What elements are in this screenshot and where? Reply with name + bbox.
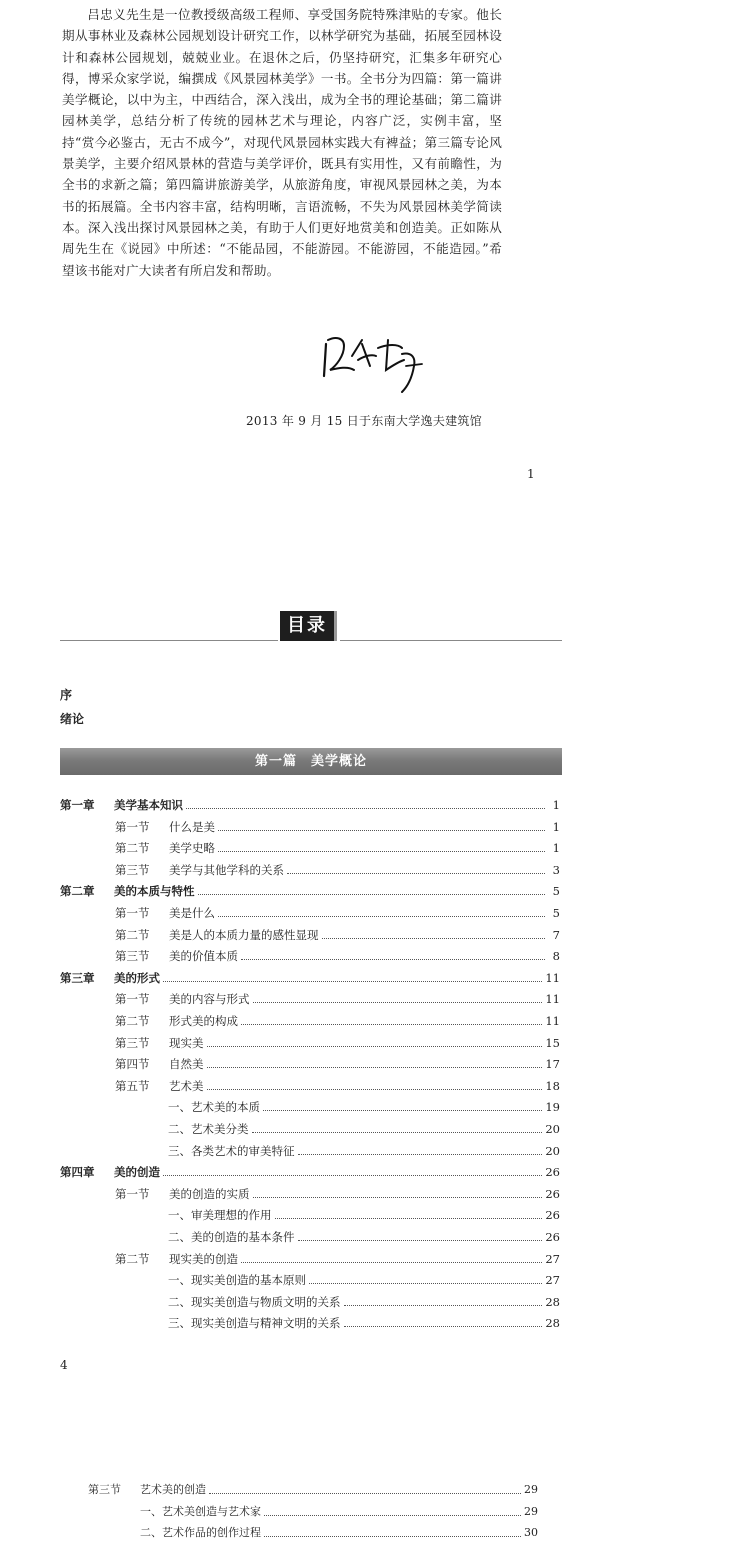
toc-entry-number: 第三章 xyxy=(60,970,95,985)
toc-leader-dots xyxy=(275,1218,543,1219)
toc-entry-section[interactable] xyxy=(115,858,560,878)
toc-entry-number: 第二节 xyxy=(115,927,150,942)
toc-leader-dots xyxy=(263,1110,542,1111)
toc-entry-title: 一、现实美创造的基本原则 xyxy=(168,1273,306,1288)
toc-entry-label xyxy=(60,883,195,899)
toc-entry-label xyxy=(168,1294,341,1310)
toc-entry-subsection[interactable] xyxy=(168,1311,560,1331)
toc-leader-dots xyxy=(322,938,546,939)
toc-leader-dots xyxy=(218,830,545,831)
toc-entry-title: 自然美 xyxy=(169,1057,204,1072)
toc-entry-number: 第二节 xyxy=(115,1251,150,1266)
toc-entry-page: 26 xyxy=(545,1186,560,1201)
toc-entry-page: 30 xyxy=(524,1526,538,1540)
toc-entry-title: 艺术美的创造 xyxy=(140,1483,206,1496)
toc-entry-page: 28 xyxy=(545,1294,560,1309)
front-item-preface[interactable]: 序 xyxy=(60,688,73,702)
toc-leader-dots xyxy=(207,1089,543,1090)
toc-entry-label xyxy=(88,1482,206,1498)
toc-entry-label xyxy=(115,948,238,964)
toc-entry-label xyxy=(60,797,183,813)
toc-entry-page: 15 xyxy=(545,1035,560,1050)
handwritten-signature xyxy=(318,326,428,402)
toc-entry-subsection[interactable] xyxy=(168,1268,560,1288)
toc-entry-chapter[interactable] xyxy=(60,1160,560,1180)
toc-entry-page: 17 xyxy=(545,1057,560,1072)
toc-leader-dots xyxy=(241,959,545,960)
toc-entry-page: 11 xyxy=(545,1014,560,1028)
toc-entry-page: 1 xyxy=(552,841,560,856)
toc-entry-label xyxy=(115,819,215,835)
toc-entry-title: 一、审美理想的作用 xyxy=(168,1208,272,1223)
toc-entry-subsection[interactable] xyxy=(168,1203,560,1223)
toc-entry-section[interactable] xyxy=(115,1009,560,1029)
toc-entry-section[interactable] xyxy=(115,1052,560,1072)
toc-entry-label xyxy=(168,1229,295,1245)
toc-entry-page: 11 xyxy=(545,970,560,985)
toc-entry-subsection[interactable] xyxy=(168,1290,560,1310)
toc-entry-page: 27 xyxy=(545,1251,560,1266)
toc-entry-title: 二、艺术作品的创作过程 xyxy=(140,1526,261,1540)
contents-page xyxy=(0,600,750,1480)
toc-entry-page: 3 xyxy=(552,862,560,877)
title-rule-right xyxy=(340,640,562,641)
toc-entry-number: 第一章 xyxy=(60,798,95,812)
toc-entry-label xyxy=(115,1056,204,1072)
toc-entry-title: 现实美的创造 xyxy=(169,1251,238,1266)
toc-leader-dots xyxy=(198,894,546,895)
toc-entry-number: 第三节 xyxy=(115,1035,150,1050)
part-heading: 第一篇 美学概论 xyxy=(60,748,562,775)
toc-entry-section[interactable] xyxy=(115,1074,560,1094)
toc-entry-subsection[interactable] xyxy=(168,1225,560,1245)
toc-entry-page: 27 xyxy=(545,1273,560,1288)
toc-entry-label xyxy=(60,1164,160,1180)
toc-leader-dots xyxy=(264,1515,521,1516)
toc-entry-section[interactable] xyxy=(115,987,560,1007)
toc-entry-page: 8 xyxy=(552,949,560,964)
toc-entry-label xyxy=(168,1315,341,1331)
toc-entry-number: 第三节 xyxy=(115,949,150,964)
toc-entry-page: 5 xyxy=(552,884,560,899)
toc-entry-chapter[interactable] xyxy=(60,879,560,899)
toc-entry-section[interactable] xyxy=(115,1031,560,1051)
toc-entry-subsection[interactable] xyxy=(168,1095,560,1115)
toc-entry-subsection[interactable] xyxy=(140,1521,538,1541)
toc-entry-page: 11 xyxy=(545,992,560,1007)
toc-entry-page: 26 xyxy=(545,1165,560,1180)
toc-entry-page: 18 xyxy=(545,1078,560,1093)
toc-entry-title: 美的创造的实质 xyxy=(169,1186,250,1201)
toc-leader-dots xyxy=(218,916,545,917)
contents-title: 目录 xyxy=(280,611,337,641)
toc-entry-number: 第二节 xyxy=(115,841,150,856)
toc-entry-page: 1 xyxy=(552,798,560,812)
toc-entry-page: 26 xyxy=(545,1230,560,1244)
toc-entry-label xyxy=(168,1272,306,1288)
toc-entry-label xyxy=(115,1186,250,1202)
toc-entry-title: 三、现实美创造与精神文明的关系 xyxy=(168,1316,341,1331)
page-number: 1 xyxy=(527,467,535,481)
toc-entry-title: 美学史略 xyxy=(169,841,215,856)
toc-entry-number: 第一节 xyxy=(115,992,150,1007)
toc-entry-number: 第二节 xyxy=(115,1014,150,1028)
toc-entry-page: 28 xyxy=(545,1316,560,1331)
toc-entry-label xyxy=(168,1207,272,1223)
toc-leader-dots xyxy=(218,851,545,852)
next-page xyxy=(0,1470,750,1546)
toc-entry-title: 一、艺术美创造与艺术家 xyxy=(140,1504,261,1518)
toc-leader-dots xyxy=(163,1175,542,1176)
toc-entry-label xyxy=(168,1143,295,1159)
toc-entry-title: 美的内容与形式 xyxy=(169,992,250,1007)
toc-entry-label xyxy=(140,1525,261,1541)
toc-leader-dots xyxy=(241,1262,542,1263)
toc-entry-page: 29 xyxy=(524,1483,538,1496)
toc-entry-section[interactable] xyxy=(115,815,560,835)
toc-entry-title: 现实美 xyxy=(169,1035,204,1050)
toc-leader-dots xyxy=(298,1240,543,1241)
toc-entry-label xyxy=(115,991,250,1007)
toc-entry-section[interactable] xyxy=(115,944,560,964)
toc-entry-section[interactable] xyxy=(115,923,560,943)
preface-page xyxy=(0,0,750,500)
toc-entry-number: 第四节 xyxy=(115,1057,150,1072)
toc-leader-dots xyxy=(163,981,542,982)
toc-entry-title: 三、各类艺术的审美特征 xyxy=(168,1143,295,1158)
toc-entry-section[interactable] xyxy=(115,1182,560,1202)
toc-entry-label xyxy=(115,1013,238,1029)
toc-entry-title: 美是人的本质力量的感性显现 xyxy=(169,927,319,942)
toc-entry-number: 第三节 xyxy=(88,1483,121,1496)
preface-date: 2013 年 9 月 15 日于东南大学逸夫建筑馆 xyxy=(246,414,483,428)
toc-entry-label xyxy=(168,1099,260,1115)
toc-entry-title: 二、美的创造的基本条件 xyxy=(168,1230,295,1244)
toc-entry-label xyxy=(140,1504,261,1520)
toc-leader-dots xyxy=(264,1536,521,1537)
toc-entry-number: 第一节 xyxy=(115,906,150,920)
toc-entry-subsection[interactable] xyxy=(168,1139,560,1159)
toc-entry-label xyxy=(115,840,215,856)
toc-entry-section[interactable] xyxy=(115,836,560,856)
toc-entry-chapter[interactable] xyxy=(60,966,560,986)
toc-leader-dots xyxy=(344,1305,543,1306)
toc-entry-title: 美学基本知识 xyxy=(114,798,183,812)
toc-entry-title: 什么是美 xyxy=(169,819,215,834)
toc-leader-dots xyxy=(253,1002,543,1003)
front-item-introduction[interactable]: 绪论 xyxy=(60,712,85,726)
toc-entry-section[interactable] xyxy=(115,901,560,921)
preface-paragraph: 吕忠义先生是一位教授级高级工程师、享受国务院特殊津贴的专家。他长期从事林业及森林公园规划设计研究工作，以林学研究为基础，拓展至园林设计和森林公园规划，兢兢业业。在退休之后，仍坚持研究，汇集多年研究心得，博采众家学说，编撰成《风景园林美学》一书。全书分为四篇：第一篇讲美学概论，以中为主，中西结合，深入浅出，成为全书的理论基础；第二篇讲园林美学，总结分析了传统的园林艺术与理论，内容广泛，实例丰富，坚持“赏今必鉴古，无古不成今”，对现代风景园林实践大有裨益；第三篇专论风景美学，主要介绍风景林的营造与美学评价，既具有实用性，又有前瞻性，为全书的求新之篇；第四篇讲旅游美学，从旅游角度，审视风景园林之美，为本书的拓展篇。全书内容丰富，结构明晰，言语流畅，不失为风景园林美学简读本。深入浅出探讨风景园林之美，有助于人们更好地赏美和创造美。正如陈从周先生在《说园》中所述：“不能品园，不能游园。不能游园，不能造园。”希望该书能对广大读者有所启发和帮助。 xyxy=(62,7,502,278)
toc-leader-dots xyxy=(252,1132,543,1133)
toc-entry-page: 1 xyxy=(552,819,560,834)
toc-entry-title: 二、艺术美分类 xyxy=(168,1122,249,1136)
toc-entry-number: 第一节 xyxy=(115,819,150,834)
toc-entry-page: 19 xyxy=(545,1100,560,1115)
toc-entry-title: 形式美的构成 xyxy=(169,1014,238,1028)
toc-entry-page: 26 xyxy=(545,1208,560,1223)
toc-leader-dots xyxy=(287,873,545,874)
toc-entry-number: 第二章 xyxy=(60,884,95,899)
toc-entry-page: 20 xyxy=(545,1143,560,1158)
toc-entry-page: 7 xyxy=(552,927,560,942)
toc-entry-number: 第五节 xyxy=(115,1078,150,1093)
toc-leader-dots xyxy=(207,1067,543,1068)
toc-entry-label xyxy=(115,1251,238,1267)
toc-entry-section[interactable] xyxy=(115,1247,560,1267)
toc-entry-subsection[interactable] xyxy=(168,1117,560,1137)
toc-entry-page: 5 xyxy=(552,906,560,920)
toc-entry-chapter[interactable] xyxy=(60,793,560,813)
toc-entry-label xyxy=(60,970,160,986)
toc-entry-number: 第三节 xyxy=(115,862,150,877)
toc-entry-title: 美的本质与特性 xyxy=(114,884,195,899)
toc-leader-dots xyxy=(298,1154,543,1155)
toc-entry-title: 一、艺术美的本质 xyxy=(168,1100,260,1115)
toc-entry-label xyxy=(115,927,319,943)
toc-entry-subsection[interactable] xyxy=(140,1500,538,1520)
toc-entry-title: 二、现实美创造与物质文明的关系 xyxy=(168,1294,341,1309)
toc-entry-title: 美的价值本质 xyxy=(169,949,238,964)
toc-leader-dots xyxy=(241,1024,542,1025)
toc-leader-dots xyxy=(209,1493,521,1494)
toc-entry-title: 艺术美 xyxy=(169,1078,204,1093)
toc-entry-label xyxy=(168,1121,249,1137)
toc-leader-dots xyxy=(186,808,545,809)
toc-entry-label xyxy=(115,905,215,921)
toc-entry-label xyxy=(115,1035,204,1051)
title-rule-left xyxy=(60,640,278,641)
toc-entry-section[interactable] xyxy=(88,1478,538,1498)
page-number: 4 xyxy=(60,1358,68,1372)
toc-entry-number: 第四章 xyxy=(60,1165,95,1180)
toc-leader-dots xyxy=(253,1197,543,1198)
toc-entry-title: 美的创造 xyxy=(114,1165,160,1180)
toc-leader-dots xyxy=(344,1326,543,1327)
toc-entry-label xyxy=(115,862,284,878)
toc-entry-title: 美的形式 xyxy=(114,970,160,985)
toc-entry-title: 美学与其他学科的关系 xyxy=(169,862,284,877)
toc-leader-dots xyxy=(207,1046,543,1047)
toc-entry-number: 第一节 xyxy=(115,1186,150,1201)
toc-entry-label xyxy=(115,1078,204,1094)
toc-entry-title: 美是什么 xyxy=(169,906,215,920)
toc-entry-page: 29 xyxy=(524,1504,538,1518)
toc-leader-dots xyxy=(309,1283,542,1284)
toc-entry-page: 20 xyxy=(545,1122,560,1136)
